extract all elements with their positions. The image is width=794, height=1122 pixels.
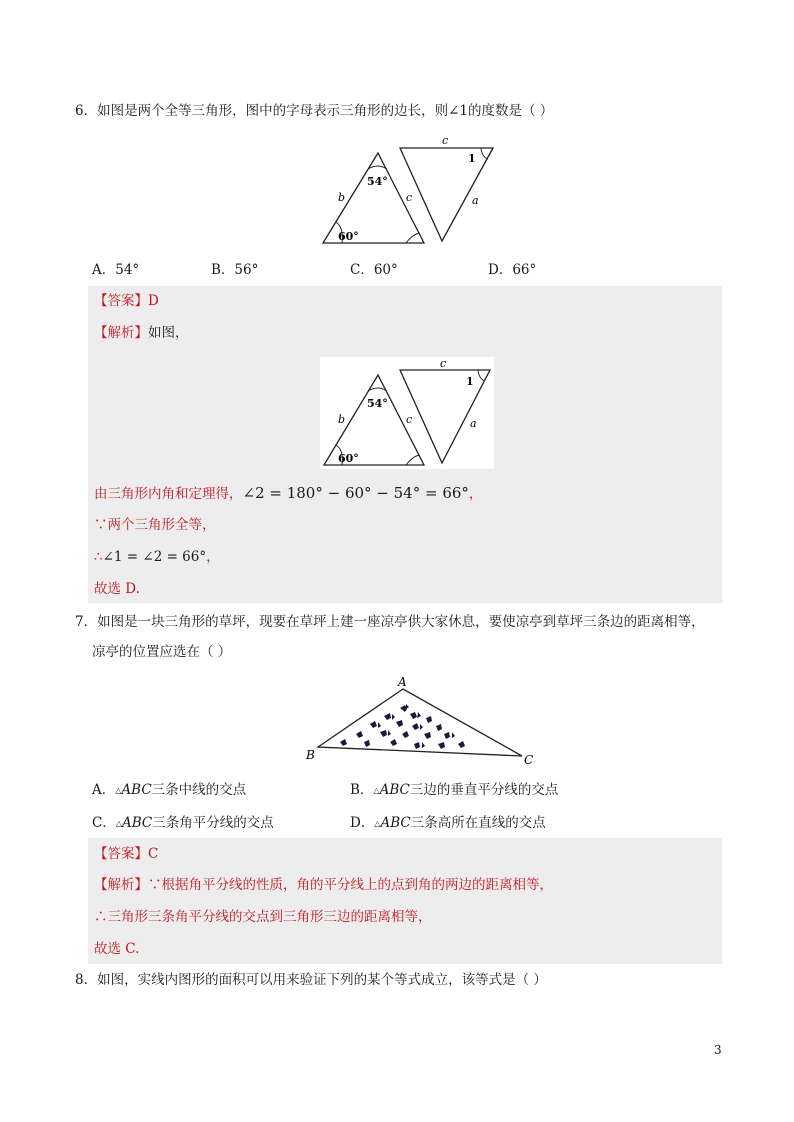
q6-step3-formula: ∠1 = ∠2 = 66°	[102, 549, 207, 565]
q6-answer-tag: 【答案】	[94, 293, 148, 309]
q6-label-60: 60°	[338, 230, 359, 243]
q7-option-a	[92, 781, 246, 800]
q7-option-d-text: 三条高所在直线的交点	[410, 815, 546, 831]
q7-stem-line1	[75, 613, 705, 631]
q6-analysis-figure	[320, 357, 494, 469]
q7-analysis-tag: 【解析】	[94, 877, 148, 893]
q7-analysis-line2: ∴三角形三条角平分线的交点到三角形三边的距离相等，	[94, 909, 432, 925]
q6-analysis-intro: 如图，	[148, 325, 189, 341]
q7-stem-line2: 凉亭的位置应选在（ ）	[92, 644, 232, 660]
q8-stem-text: 如图，实线内图形的面积可以用来验证下列的某个等式成立，该等式是（ ）	[97, 972, 547, 988]
q7-answer	[94, 845, 158, 863]
q7-analysis-line3: 故选 C.	[94, 941, 140, 957]
q6-arc-angle1	[481, 148, 488, 159]
q6-step1-formula: ∠2 = 180° − 60° − 54° = 66°	[242, 484, 469, 502]
q6-label-54: 54°	[367, 175, 388, 188]
q7-option-a-label: A．	[92, 782, 116, 798]
q6a-label-60: 60°	[338, 452, 359, 465]
q6-label-1: 1	[468, 152, 476, 165]
triangle-icon: △	[115, 819, 122, 828]
q6-answer	[94, 292, 159, 310]
page-number: 3	[714, 1043, 722, 1057]
q6-step1-comma: ，	[468, 486, 483, 502]
q6a-label-c-top: c	[440, 357, 447, 370]
q6a-label-1: 1	[466, 375, 474, 388]
q6-label-b: b	[338, 191, 346, 204]
q7-label-a: A	[398, 675, 407, 689]
triangle-icon: △	[374, 819, 381, 828]
q6-step3	[94, 548, 220, 566]
q7-answer-tag: 【答案】	[94, 846, 148, 862]
q6-figure	[318, 128, 498, 248]
q6-option-c: C．60°	[350, 262, 398, 278]
q6a-label-c-left: c	[406, 413, 413, 426]
q8-number: 8．	[75, 972, 98, 988]
q7-option-d	[350, 814, 546, 833]
q6-label-c-left: c	[406, 191, 413, 204]
q7-option-b-abc: ABC	[379, 782, 410, 798]
q7-analysis-text1: ∵根据角平分线的性质，角的平分线上的点到角的两边的距离相等，	[148, 877, 553, 893]
q7-option-c	[92, 814, 274, 833]
q7-option-c-abc: ABC	[122, 815, 153, 831]
q7-option-c-text: 三条角平分线的交点	[152, 815, 274, 831]
q7-option-b-text: 三边的垂直平分线的交点	[409, 782, 559, 798]
q6a-label-54: 54°	[367, 397, 388, 410]
q6-analysis-tag: 【解析】	[94, 325, 148, 341]
q6-step1	[94, 484, 482, 503]
triangle-icon: △	[115, 786, 122, 795]
q6-right-triangle	[400, 148, 493, 241]
q7-label-c: C	[524, 753, 534, 767]
q7-option-d-label: D．	[350, 815, 375, 831]
q6-number: 6．	[75, 103, 98, 119]
q6-option-a: A．54°	[92, 262, 140, 278]
q7-option-a-abc: ABC	[121, 782, 152, 798]
q7-analysis-line1	[94, 876, 553, 894]
q6-option-d: D．66°	[488, 262, 537, 278]
q6a-arc-angle1	[478, 370, 485, 381]
q6-label-c-top: c	[442, 134, 449, 147]
q7-option-a-text: 三条中线的交点	[151, 782, 247, 798]
q6-stem-a: 如图是两个全等三角形，图中的字母表示三角形的边长，则	[97, 103, 449, 119]
q6-step3-comma: ，	[206, 549, 220, 565]
q7-option-c-label: C．	[92, 815, 116, 831]
q6-answer-value: D	[148, 293, 159, 309]
triangle-icon: △	[373, 786, 380, 795]
q6-analysis-heading	[94, 324, 189, 342]
q7-answer-value: C	[148, 846, 159, 862]
q7-stem-text1: 如图是一块三角形的草坪，现要在草坪上建一座凉亭供大家休息，要使凉亭到草坪三条边的距离相等，	[97, 614, 705, 630]
q7-triangle	[318, 689, 522, 756]
q6-step2: ∵两个三角形全等，	[94, 517, 216, 533]
q6a-label-b: b	[338, 413, 346, 426]
q6a-arc-right-bottom	[406, 455, 419, 465]
q6a-label-a: a	[470, 417, 477, 430]
q6-step1-text: 由三角形内角和定理得，	[94, 486, 243, 502]
q8-stem	[75, 971, 547, 989]
q6-step3-therefore: ∴	[94, 549, 103, 565]
q7-option-d-abc: ABC	[380, 815, 411, 831]
q6-angle-symbol: ∠1	[448, 103, 468, 119]
q7-option-b-label: B．	[350, 782, 374, 798]
q7-grass-pattern	[340, 704, 465, 749]
q6-label-a: a	[472, 194, 479, 207]
q6-step4: 故选 D.	[94, 581, 140, 597]
q7-figure	[300, 672, 545, 768]
q7-answer-block	[88, 838, 722, 964]
q7-label-b: B	[306, 748, 315, 762]
q6-option-b: B．56°	[211, 262, 259, 278]
q6-stem	[75, 102, 553, 120]
q7-number: 7．	[75, 614, 98, 630]
q6-arc-right-bottom	[406, 233, 419, 243]
q7-option-b	[350, 781, 558, 800]
q6-stem-b: 的度数是（ ）	[468, 103, 554, 119]
